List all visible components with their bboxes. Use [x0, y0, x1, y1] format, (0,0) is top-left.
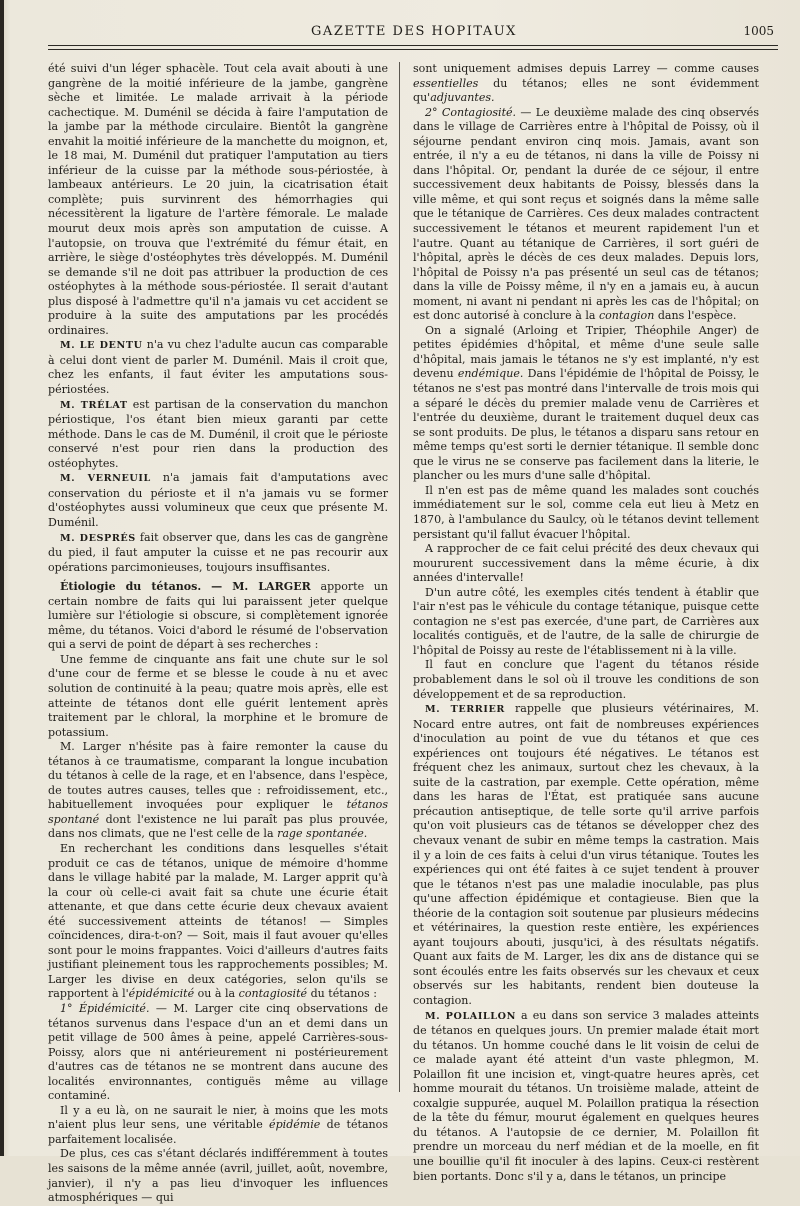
paragraph	[413, 542, 759, 586]
paragraph	[48, 398, 388, 472]
speaker-name: M. DESPRÉS	[60, 532, 136, 544]
header-rule-thick	[48, 45, 778, 46]
paragraph	[413, 484, 759, 542]
paragraph-text: De plus, ces cas s'étant déclarés indifféremment à toutes les saisons de la même année (avril, juillet, août, novembre, janvier), il n'y a pas lieu d'invoquer les influences atmosphériques — qui	[48, 1147, 388, 1205]
paragraph-text: apporte un certain nombre de faits qui lui paraissent jeter quelque lumière sur l'étiologie si obscure, si complètement ignorée même, du tétanos. Voici d'abord le résumé de l'observation qui a servi de point de départ à ses recherches :	[48, 580, 388, 652]
section-heading: Étiologie du tétanos. — M. LARGER	[60, 580, 311, 594]
speaker-name: M. LE DENTU	[60, 340, 143, 352]
paragraph-text: Il faut en conclure que l'agent du tétanos réside probablement dans le sol où il trouve les conditions de son développement et de sa reproduction.	[413, 658, 759, 701]
speaker-name: M. VERNEUIL	[60, 473, 151, 485]
paragraph	[413, 1009, 759, 1185]
paragraph-text: sont uniquement admises depuis Larrey — comme causes	[413, 62, 759, 75]
paragraph	[413, 324, 759, 484]
paragraph-text: En recherchant les conditions dans lesquelles s'était produit ce cas de tétanos, unique de mémoire d'homme dans le village habité par la malade, M. Larger apprit qu'à la cour où celle-ci avait fait sa chute une écurie était attenante, et que dans cette écurie deux chevaux avaient été successivement atteints de tétanos! — Simples coïncidences, dira-t-on? — Soit, mais il faut avouer qu'elles sont pour le moins frappantes. Voici d'ailleurs d'autres faits justifiant pleinement tous les rapprochements possibles; M. Larger les divise en deux catégories, selon qu'ils se rapportent à l'	[48, 841, 388, 1001]
italic-term: essentielles	[413, 76, 479, 90]
italic-term: épidémicité	[128, 987, 195, 1001]
italic-term: rage spontanée.	[277, 827, 368, 841]
right-column	[413, 62, 759, 1184]
paragraph-text: Une femme de cinquante ans fait une chute sur le sol d'une cour de ferme et se blesse le coude à nu et avec solution de continuité à la peau; quatre mois après, elle est atteinte de tétanos dont elle guérit lentement après traitement par le chloral, la morphine et le bromure de potassium.	[48, 652, 388, 739]
italic-term: contagion	[598, 309, 655, 323]
section-paragraph	[48, 580, 388, 653]
paragraph	[48, 1104, 388, 1148]
italic-term: 1° Épidémicité.	[60, 1002, 150, 1015]
paragraph-text: n'a jamais fait d'amputations avec conservation du périoste et il n'a jamais vu se former d'ostéophytes aussi volumineux que ceux que présente M. Duménil.	[48, 471, 389, 529]
paragraph-text: Il n'en est pas de même quand les malades sont couchés immédiatement sur le sol, comme cela eut lieu à Metz en 1870, à l'ambulance du Saulcy, où le tétanos devint tellement persistant qu'il fallut évacuer l'hôpital.	[413, 483, 759, 541]
italic-term: épidémie	[269, 1118, 321, 1132]
paragraph	[48, 1147, 388, 1205]
paragraph-text: — M. Larger cite cinq observations de tétanos survenus dans l'espace d'un an et demi dans un petit village de 500 âmes à peine, appelé Carrières-sous-Poissy, alors que ni antérieurement ni postérieurement d'autres cas de tétanos ne se montrent dans aucune des localités environnantes, contiguës même au village contaminé.	[48, 1002, 388, 1103]
journal-title: GAZETTE DES HOPITAUX	[311, 24, 517, 39]
left-column	[48, 62, 388, 1206]
speaker-name: M. POLAILLON	[425, 1010, 516, 1022]
paragraph-text: — Le deuxième malade des cinq observés dans le village de Carrières entre à l'hôpital de Poissy, où il séjourne pendant environ cinq mois. Jamais, avant son entrée, il n'y a eu de tétanos, ni dans la ville de Poissy ni dans l'hôpital. Or, pendant la durée de ce séjour, il entre successivement deux habitants de Poissy, blessés dans la ville même, et qui sont reçus et soignés dans la même salle que le tétanique de Carrières. Ces deux malades contractent successivement le tétanos et meurent rapidement l'un et l'autre. Quant au tétanique de Carrières, il sort guéri de l'hôpital, après le décès de ces deux malades. Depuis lors, l'hôpital de Poissy n'a pas présenté un seul cas de tétanos; dans la ville de Poissy même, il n'y en a jamais eu, à aucun moment, ni avant ni pendant ni après les cas de l'hôpital; on est donc autorisé à conclure à la	[413, 105, 759, 323]
paragraph-text: dont l'existence ne lui paraît pas plus prouvée, dans nos climats, que ne l'est celle de la	[48, 812, 388, 841]
italic-term: endémique.	[457, 367, 524, 381]
paragraph-text: D'un autre côté, les exemples cités tendent à établir que l'air n'est pas le véhicule du contage tétanique, puisque cette contagion ne s'est pas exercée, d'une part, de Carrières aux localités contiguës, et de l'autre, de la salle de chirurgie de l'hôpital de Poissy au reste de l'établissement ni à la ville.	[413, 585, 759, 657]
italic-term: 2° Contagiosité.	[425, 105, 517, 119]
paragraph	[48, 62, 388, 338]
paragraph-text: On a signalé (Arloing et Tripier, Théophile Anger) de petites épidémies d'hôpital, et même d'une seule salle d'hôpital, mais jamais le tétanos ne s'y est implanté, n'y est devenu	[413, 323, 759, 381]
paragraph-text: Il y a eu là, on ne saurait le nier, à moins que les mots n'aient plus leur sens, une véritable	[48, 1103, 388, 1132]
paragraph	[48, 740, 388, 842]
paragraph-text: est partisan de la conservation du manchon périostique, l'os étant bien mieux garanti par cette méthode. Dans le cas de M. Duménil, il croit que le périoste conservé n'est pour rien dans la production des ostéophytes.	[48, 397, 388, 470]
paragraph	[48, 338, 388, 397]
paragraph	[413, 586, 759, 659]
paragraph-text: Dans l'épidémie de l'hôpital de Poissy, le tétanos ne s'est pas montré dans l'intervalle de trois mois qui a séparé le décès du premier malade venu de Carrières et l'entrée du deuxième, durant le traitement duquel deux cas se sont produits. De plus, le tétanos a disparu sans retour en même temps qu'est sorti le dernier tétanique. Il semble donc que le virus ne se conserve pas facilement dans la literie, le plancher ou les murs d'une salle d'hôpital.	[413, 367, 759, 483]
paragraph	[413, 106, 759, 324]
italic-term: contagiosité	[238, 987, 308, 1001]
paragraph-text: du tétanos; elles ne sont évidemment qu'	[413, 76, 759, 105]
paragraph-text: été suivi d'un léger sphacèle. Tout cela avait abouti à une gangrène de la moitié inférieure de la jambe, gangrène sèche et limitée. Le malade arrivait à la période cachectique. M. Duménil se décida à faire l'amputation de la jambe par la méthode circulaire. Bientôt la gangrène envahit la moitié inférieure de la manchette du moignon, et, le 18 mai, M. Duménil dut pratiquer l'amputation au tiers inférieur de la cuisse par la méthode sous-périostée, à lambeaux antérieurs. Le 20 juin, la cicatrisation était complète; puis survinrent des hémorrhagies qui nécessitèrent la ligature de l'artère fémorale. Le malade mourut deux mois après son amputation de cuisse. A l'autopsie, on trouva que l'extrémité du fémur était, en arrière, le siège d'ostéophytes très développés. M. Duménil se demande s'il ne doit pas attribuer la production de ces ostéophytes à la méthode sous-périostée. Il serait d'autant plus disposé à l'admettre qu'il n'a jamais vu cet accident se produire à la suite des amputations par les procédés ordinaires.	[48, 62, 388, 337]
paragraph-text: de tétanos parfaitement localisée.	[48, 1118, 388, 1146]
paragraph-text: a eu dans son service 3 malades atteints de tétanos en quelques jours. Un premier malade était mort du tétanos. Un homme couché dans le lit voisin de celui de ce malade ayant été atteint d'un vaste phlegmon, M. Polaillon fit une incision et, vingt-quatre heures après, cet homme mourait du tétanos. Un troisième malade, atteint de coxalgie suppurée, auquel M. Polaillon pratiqua la résection de la tête du fémur, mourut également en quelques heures du tétanos. A l'autopsie de ce dernier, M. Polaillon fit prendre un morceau du nerf médian et de la moelle, en fit une bouillie qu'il fit inoculer à des lapins. Ceux-ci restèrent bien portants. Donc s'il y a, dans le tétanos, un principe	[413, 1008, 760, 1183]
page-header	[48, 22, 780, 42]
paragraph-text: n'a vu chez l'adulte aucun cas comparable à celui dont vient de parler M. Duménil. Mais il croit que, chez les enfants, il faut éviter les amputations sous-périostées.	[48, 338, 388, 397]
header-rule-thin	[48, 49, 778, 50]
paragraph-text: du tétanos :	[307, 987, 377, 1001]
speaker-name: M. TRÉLAT	[60, 399, 128, 411]
italic-term: tétanos spontané	[48, 798, 388, 826]
paragraph-text: ou à la	[194, 987, 239, 1001]
paragraph	[48, 471, 388, 530]
paragraph	[48, 653, 388, 740]
paragraph	[48, 842, 388, 1002]
page-number: 1005	[743, 24, 774, 38]
paragraph	[413, 62, 759, 106]
paragraph-text: A rapprocher de ce fait celui précité des deux chevaux qui moururent successivement dans la même écurie, à dix années d'intervalle!	[413, 542, 759, 585]
paragraph	[413, 658, 759, 702]
paragraph-text: rappelle que plusieurs vétérinaires, M. Nocard entre autres, ont fait de nombreuses expériences d'inoculation au point de vue du tétanos et que ces expériences ont toujours été négatives. Le tétanos est fréquent chez les animaux, surtout chez les chevaux, à la suite de la castration, par exemple. Cette opération, même dans les haras de l'État, est pratiquée sans aucune précaution antiseptique, de telle sorte qu'il arrive parfois qu'on voit plusieurs cas de tétanos se développer chez des chevaux venant de subir en même temps la castration. Mais il y a loin de ces faits à celui d'un virus tétanique. Toutes les expériences qui ont été faites à ce sujet tendent à prouver que le tétanos n'est pas une maladie inoculable, pas plus qu'une affection épidémique et contagieuse. Bien que la théorie de la contagion soit soutenue par plusieurs médecins et vétérinaires, la question reste entière, les expériences ayant toujours abouti, jusqu'ici, à des résultats négatifs. Quant aux faits de M. Larger, les dix ans de distance qui se sont écoulés entre les faits observés sur les chevaux et ceux observés sur les habitants, rendent bien douteuse la contagion.	[413, 702, 759, 1007]
paragraph-text: M. Larger n'hésite pas à faire remonter la cause du tétanos à ce traumatisme, comparant la longue incubation du tétanos à celle de la rage, et en l'absence, dans l'espèce, de toutes autres causes, telles que : refroidissement, etc., habituellement invoquées pour expliquer le	[48, 740, 388, 812]
column-divider	[399, 62, 400, 1092]
paragraph	[48, 531, 388, 576]
paragraph-text: dans l'espèce.	[654, 309, 737, 323]
binding-edge	[0, 0, 4, 1156]
speaker-name: M. TERRIER	[425, 704, 505, 716]
paragraph	[413, 702, 759, 1008]
italic-term: adjuvantes.	[430, 91, 495, 105]
paragraph	[48, 1002, 388, 1104]
paragraph-text: fait observer que, dans les cas de gangrène du pied, il faut amputer la cuisse et ne pas recourir aux opérations parcimonieuses, toujours insuffisantes.	[48, 530, 388, 574]
